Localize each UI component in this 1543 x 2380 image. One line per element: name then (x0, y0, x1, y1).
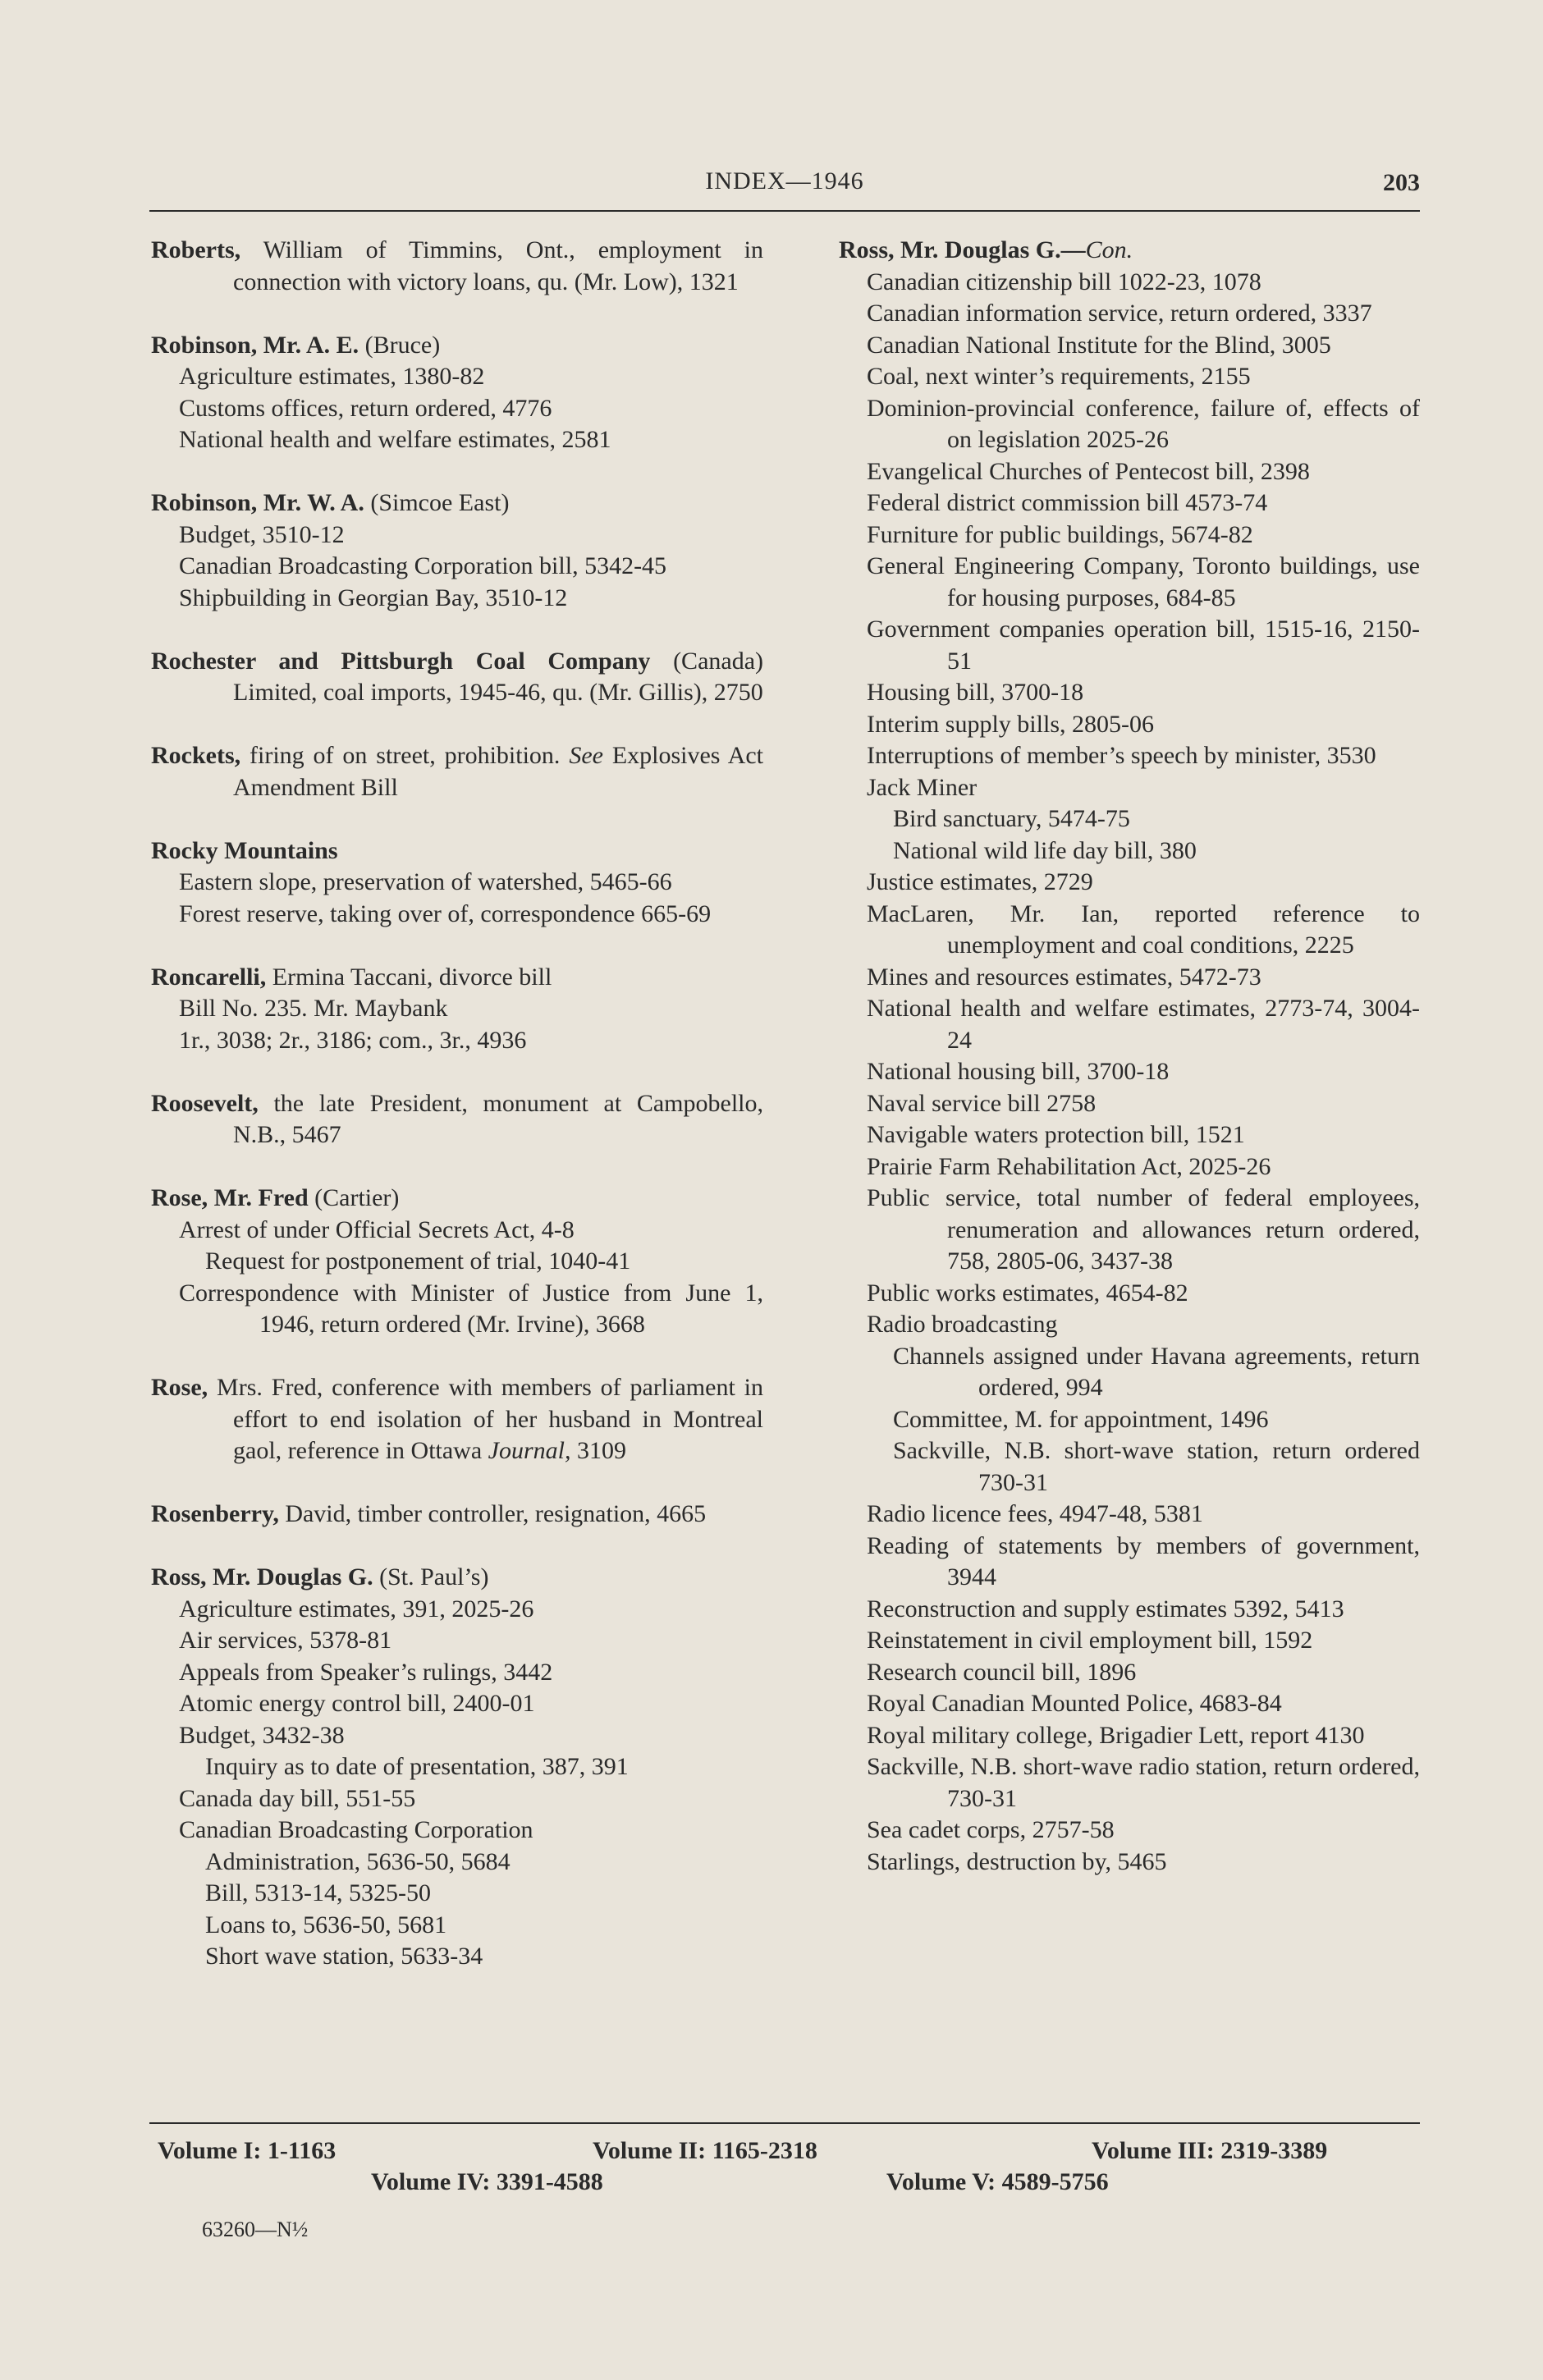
sub-entry: MacLaren, Mr. Ian, reported reference to unemployment and coal conditions, 2225 (867, 899, 1420, 959)
entry-heading (839, 235, 1420, 267)
entry-headword: Robinson, Mr. W. A. (151, 489, 364, 516)
sub-sub-entry: Bird sanctuary, 5474-75 (893, 805, 1130, 832)
entry-heading: Robinson, Mr. W. A. (Simcoe East) (151, 489, 510, 516)
page-number: 203 (1383, 169, 1420, 196)
entry-headword: Roosevelt, (151, 1089, 259, 1117)
header-rule (149, 210, 1420, 212)
sub-entry: Canada day bill, 551-55 (179, 1784, 416, 1812)
sub-entry: Furniture for public buildings, 5674-82 (867, 520, 1253, 548)
sub-entry: Canadian information service, return ordered, 3337 (867, 300, 1372, 327)
print-code: 63260—N½ (202, 2218, 309, 2241)
sub-entry: Public works estimates, 4654-82 (867, 1279, 1188, 1307)
entry-heading: Roosevelt, the late President, monument at Campobello, N.B., 5467 (151, 1089, 763, 1148)
sub-entry: Bill No. 235. Mr. Maybank (179, 995, 448, 1022)
sub-entry: Interruptions of member’s speech by minister, 3530 (867, 742, 1376, 769)
entry-heading: Roncarelli, Ermina Taccani, divorce bill (151, 963, 552, 991)
sub-entry: Air services, 5378-81 (179, 1627, 392, 1654)
volume-5-range: Volume V: 4589-5756 (886, 2168, 1109, 2195)
italic-title: Journal, (488, 1437, 571, 1464)
sub-sub-entry: Committee, M. for appointment, 1496 (893, 1405, 1269, 1433)
sub-sub-entry: Short wave station, 5633-34 (205, 1943, 483, 1970)
sub-entry: Dominion-provincial conference, failure of, effects of on legislation 2025-26 (867, 394, 1420, 453)
index-entry (151, 835, 763, 931)
sub-entry: Canadian Broadcasting Corporation bill, 5342-45 (179, 552, 667, 579)
sub-entry: Sea cadet corps, 2757-58 (867, 1816, 1115, 1843)
entry-headword: Rocky Mountains (151, 836, 338, 864)
index-entry (151, 487, 763, 614)
entry-headword: Ross, Mr. Douglas G. (151, 1563, 373, 1590)
sub-entry: Evangelical Churches of Pentecost bill, 2398 (867, 457, 1310, 485)
footer-rule (149, 2122, 1420, 2124)
sub-entry: National health and welfare estimates, 2773-74, 3004-24 (867, 995, 1420, 1054)
sub-entry: Public service, total number of federal employees, renumeration and allowances return ordered, 758, 2805-06, 3437-38 (867, 1184, 1420, 1275)
sub-entry: Royal Canadian Mounted Police, 4683-84 (867, 1690, 1282, 1717)
sub-entry: Government companies operation bill, 1515-16, 2150-51 (867, 616, 1420, 675)
sub-entry: National housing bill, 3700-18 (867, 1058, 1170, 1085)
sub-entry: Starlings, destruction by, 5465 (867, 1847, 1167, 1875)
sub-entry: Forest reserve, taking over of, correspondence 665-69 (179, 899, 712, 927)
sub-sub-entry: Inquiry as to date of presentation, 387, 391 (205, 1753, 629, 1780)
sub-entry: Jack Miner (867, 773, 978, 801)
entry-headword: Robinson, Mr. A. E. (151, 331, 359, 359)
entry-heading: Rosenberry, David, timber controller, resignation, 4665 (151, 1500, 707, 1527)
sub-entry: Agriculture estimates, 391, 2025-26 (179, 1595, 534, 1623)
entry-headword: Ross, Mr. Douglas G.— (839, 236, 1086, 263)
entry-headword: Rochester and Pittsburgh Coal Company (151, 647, 651, 675)
entry-heading: Rockets, firing of on street, prohibition. See Explosives Act Amendment Bill (151, 742, 764, 801)
sub-entry: Royal military college, Brigadier Lett, report 4130 (867, 1721, 1365, 1749)
sub-entry: Budget, 3510-12 (179, 520, 345, 548)
sub-entry: Interim supply bills, 2805-06 (867, 710, 1154, 738)
page-title: INDEX—1946 (705, 167, 864, 195)
sub-entry: Appeals from Speaker’s rulings, 3442 (179, 1658, 553, 1686)
sub-sub-entry: Administration, 5636-50, 5684 (205, 1847, 511, 1875)
sub-entry: Agriculture estimates, 1380-82 (179, 363, 485, 390)
sub-sub-entry: Sackville, N.B. short-wave station, return ordered 730-31 (893, 1437, 1420, 1496)
index-entry (151, 1562, 763, 1973)
sub-entry: Atomic energy control bill, 2400-01 (179, 1690, 535, 1717)
sub-entry: Research council bill, 1896 (867, 1658, 1137, 1686)
entry-headword: Rosenberry, (151, 1500, 279, 1527)
sub-entry: Arrest of under Official Secrets Act, 4-8 (179, 1215, 575, 1243)
index-entry (151, 1183, 763, 1341)
entry-headword: Rose, (151, 1374, 208, 1401)
sub-entry: National health and welfare estimates, 2581 (179, 426, 611, 453)
sub-entry: Navigable waters protection bill, 1521 (867, 1121, 1245, 1148)
sub-entry: Justice estimates, 2729 (867, 868, 1093, 895)
sub-entry: Prairie Farm Rehabilitation Act, 2025-26 (867, 1152, 1271, 1180)
entry-heading: Roberts, William of Timmins, Ont., employment in connection with victory loans, qu. (Mr. Low), 1321 (151, 236, 763, 295)
sub-sub-entry: Request for postponement of trial, 1040-41 (205, 1247, 631, 1275)
entry-headword: Rose, Mr. Fred (151, 1184, 309, 1211)
entry-headword: Rockets, (151, 742, 241, 769)
sub-entry: Coal, next winter’s requirements, 2155 (867, 363, 1251, 390)
entry-heading: Rose, Mr. Fred (Cartier) (151, 1184, 400, 1211)
index-entry (151, 1499, 763, 1531)
left-column (151, 235, 763, 2004)
index-entry (151, 1088, 763, 1151)
sub-entry: Budget, 3432-38 (179, 1721, 345, 1749)
sub-entry: General Engineering Company, Toronto buildings, use for housing purposes, 684-85 (867, 552, 1420, 611)
sub-entry: Canadian Broadcasting Corporation (179, 1816, 533, 1843)
index-entry (151, 962, 763, 1057)
continued-marker: Con. (1085, 236, 1133, 263)
volume-3-range: Volume III: 2319-3389 (1092, 2137, 1328, 2164)
see-reference: See (569, 742, 603, 769)
volume-1-range: Volume I: 1-1163 (158, 2137, 337, 2164)
sub-sub-entry: National wild life day bill, 380 (893, 836, 1197, 864)
entry-heading: Rose, Mrs. Fred, conference with members of parliament in effort to end isolation of her husband in Montreal gaol, reference in Ottawa Journal, 3109 (151, 1374, 763, 1464)
right-column (839, 235, 1420, 1878)
sub-entry: 1r., 3038; 2r., 3186; com., 3r., 4936 (179, 1026, 527, 1054)
page-header (149, 167, 1420, 208)
sub-entry: Sackville, N.B. short-wave radio station, return ordered, 730-31 (867, 1753, 1420, 1812)
sub-entry: Canadian citizenship bill 1022-23, 1078 (867, 268, 1261, 295)
entry-headword: Roncarelli, (151, 963, 267, 991)
volume-4-range: Volume IV: 3391-4588 (371, 2168, 603, 2195)
entry-headword: Roberts, (151, 236, 241, 263)
sub-entry: Customs offices, return ordered, 4776 (179, 394, 552, 422)
sub-entry: Eastern slope, preservation of watershed, 5465-66 (179, 868, 672, 895)
sub-entry: Canadian National Institute for the Blind, 3005 (867, 331, 1331, 359)
index-entry (151, 235, 763, 298)
entry-heading (151, 835, 763, 867)
sub-entry: Mines and resources estimates, 5472-73 (867, 963, 1261, 991)
sub-entry: Shipbuilding in Georgian Bay, 3510-12 (179, 584, 568, 611)
sub-entry: Reading of statements by members of government, 3944 (867, 1531, 1420, 1590)
sub-entry: Radio broadcasting (867, 1311, 1058, 1338)
sub-entry: Reinstatement in civil employment bill, 1592 (867, 1627, 1313, 1654)
sub-entry: Naval service bill 2758 (867, 1089, 1097, 1117)
volume-2-range: Volume II: 1165-2318 (593, 2137, 817, 2164)
index-entry (151, 646, 763, 709)
entry-heading: Rochester and Pittsburgh Coal Company (Canada) Limited, coal imports, 1945-46, qu. (Mr. Gillis), 2750 (151, 647, 764, 706)
sub-sub-entry: Loans to, 5636-50, 5681 (205, 1911, 447, 1938)
entry-heading: Ross, Mr. Douglas G. (St. Paul’s) (151, 1563, 489, 1590)
sub-sub-entry: Bill, 5313-14, 5325-50 (205, 1879, 431, 1906)
sub-entry: Correspondence with Minister of Justice from June 1, 1946, return ordered (Mr. Irvine), 3668 (179, 1279, 763, 1338)
sub-entry: Housing bill, 3700-18 (867, 679, 1084, 706)
index-entry (151, 330, 763, 456)
index-entry (151, 1372, 763, 1467)
index-entry (151, 740, 763, 803)
sub-entry: Radio licence fees, 4947-48, 5381 (867, 1500, 1203, 1527)
sub-entry: Federal district commission bill 4573-74 (867, 489, 1268, 516)
sub-sub-entry: Channels assigned under Havana agreements, return ordered, 994 (893, 1342, 1420, 1401)
entry-heading: Robinson, Mr. A. E. (Bruce) (151, 331, 441, 359)
sub-entry: Reconstruction and supply estimates 5392, 5413 (867, 1595, 1344, 1623)
